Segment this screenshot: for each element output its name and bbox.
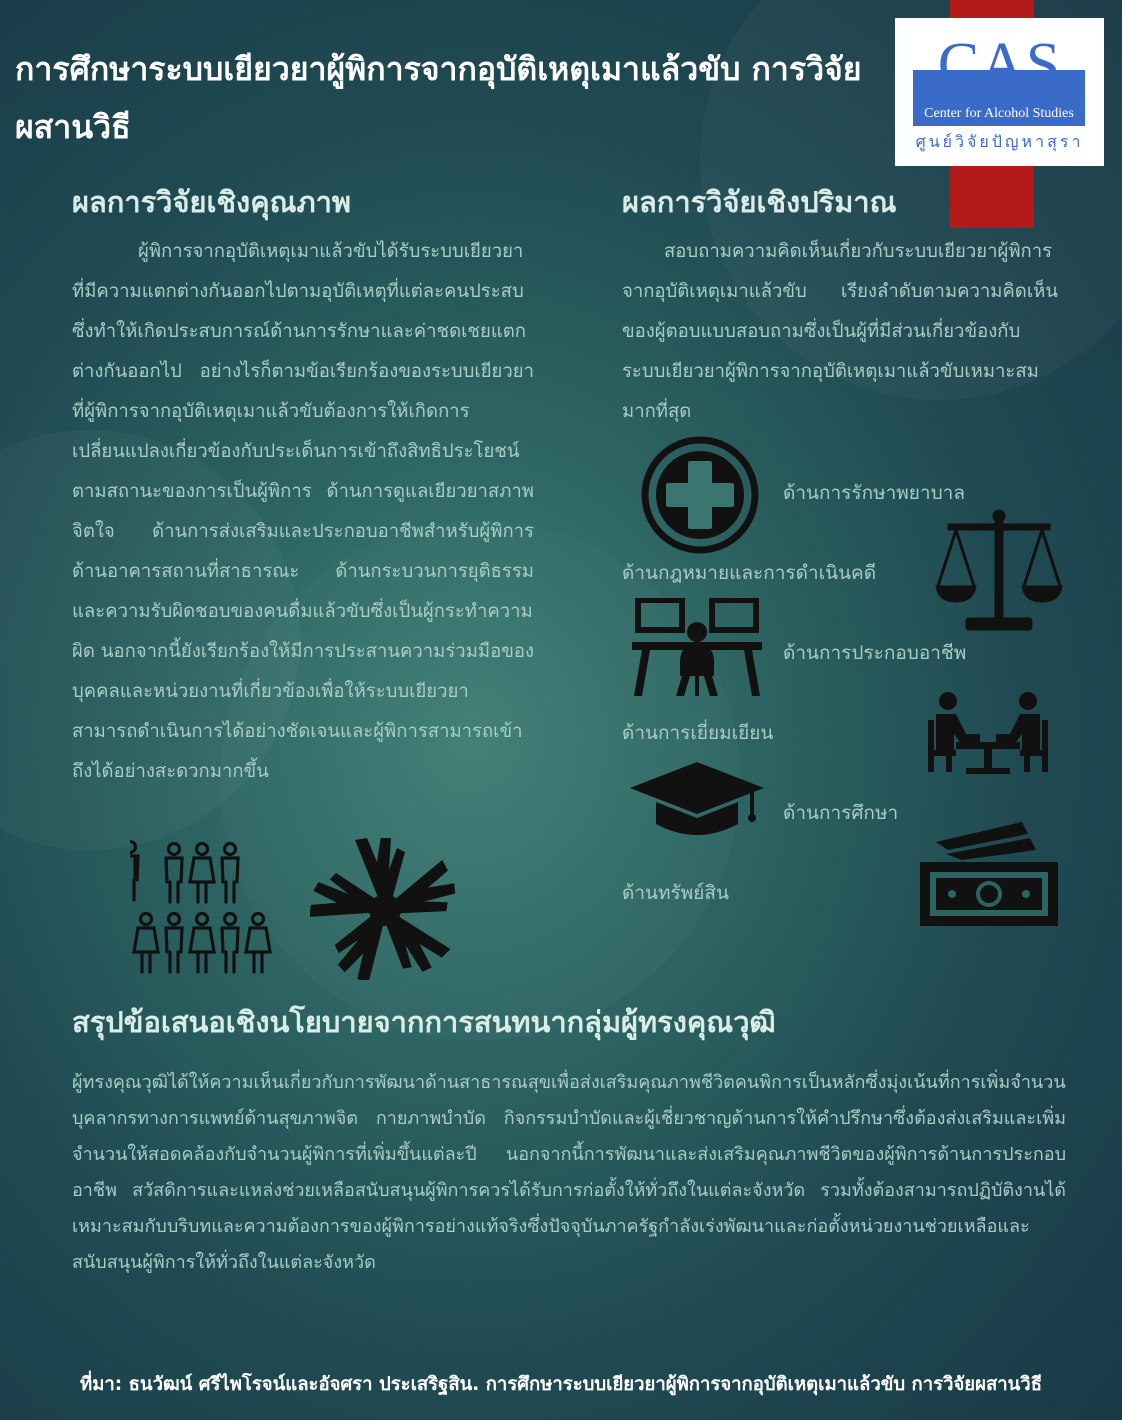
quant-item-label: ด้านการประกอบอาชีพ bbox=[783, 642, 967, 664]
workstation-icon bbox=[632, 598, 762, 698]
meeting-icon bbox=[926, 690, 1050, 776]
people-group-icon bbox=[130, 840, 275, 978]
source-citation: ที่มา: ธนวัฒน์ ศรีไพโรจน์และอัจศรา ประเสริฐสิน. การศึกษาระบบเยียวยาผู้พิการจากอุบัติเหตุเมาแล้วขับ การวิจัยผสานวิธี bbox=[80, 1374, 1042, 1395]
scales-of-justice-icon bbox=[934, 506, 1064, 636]
medical-cross-icon bbox=[640, 435, 760, 555]
qualitative-heading: ผลการวิจัยเชิงคุณภาพ bbox=[72, 185, 352, 219]
page-title: การศึกษาระบบเยียวยาผู้พิการจากอุบัติเหตุเมาแล้วขับ การวิจัยผสานวิธี bbox=[15, 50, 862, 146]
quant-item-label: ด้านการรักษาพยาบาล bbox=[783, 482, 965, 504]
logo-english-name: Center for Alcohol Studies bbox=[924, 106, 1074, 121]
quant-item-label: ด้านการเยี่ยมเยียน bbox=[622, 722, 774, 744]
quant-item-label: ด้านทรัพย์สิน bbox=[622, 882, 729, 904]
logo-thai-name: ศูนย์วิจัยปัญหาสุรา bbox=[915, 132, 1084, 151]
summary-body: ผู้ทรงคุณวุฒิได้ให้ความเห็นเกี่ยวกับการพัฒนาด้านสาธารณสุขเพื่อส่งเสริมคุณภาพชีวิตคนพิการเป็นหลักซึ่งมุ่งเน้นที่การเพิ่มจำนวนบุคลากรทางการแพทย์ด้านสุขภาพจิต กายภาพบำบัด กิจกรรมบำบัดและผู้เชี่ยวชาญด้านการให้คำปรึกษาซึ่งต้องส่งเสริมและเพิ่มจำนวนให้สอดคล้องกับจำนวนผู้พิการที่เพิ่มขึ้นแต่ละปี นอกจากนี้การพัฒนาและส่งเสริมคุณภาพชีวิตของผู้พิการด้านการประกอบอาชีพ สวัสดิการและแหล่งช่วยเหลือสนับสนุนผู้พิการควรได้รับการก่อตั้งให้ทั่วถึงในแต่ละจังหวัด รวมทั้งต้องสามารถปฏิบัติงานได้เหมาะสมกับบริบทและความต้องการของผู้พิการอย่างแท้จริงซึ่งปัจจุบันภาครัฐกำลังเร่งพัฒนาและก่อตั้งหน่วยงานช่วยเหลือและสนับสนุนผู้พิการให้ทั่วถึงในแต่ละจังหวัด bbox=[72, 1072, 1066, 1273]
logo-wordmark: CAS bbox=[937, 31, 1062, 99]
hands-together-icon bbox=[310, 838, 460, 980]
summary-heading: สรุปข้อเสนอเชิงนโยบายจากการสนทนากลุ่มผู้ทรงคุณวุฒิ bbox=[72, 1005, 776, 1039]
quantitative-heading: ผลการวิจัยเชิงปริมาณ bbox=[622, 185, 897, 219]
quant-item-label: ด้านการศึกษา bbox=[783, 802, 899, 824]
money-icon bbox=[918, 820, 1060, 928]
cas-logo bbox=[895, 18, 1104, 166]
quantitative-body: สอบถามความคิดเห็นเกี่ยวกับระบบเยียวยาผู้พิการจากอุบัติเหตุเมาแล้วขับ เรียงลำดับตามความคิดเห็นของผู้ตอบแบบสอบถามซึ่งเป็นผู้ที่มีส่วนเกี่ยวข้องกับระบบเยียวยาผู้พิการจากอุบัติเหตุเมาแล้วขับเหมาะสมมากที่สุด bbox=[622, 241, 1058, 422]
qualitative-body: ผู้พิการจากอุบัติเหตุเมาแล้วขับได้รับระบบเยียวยาที่มีความแตกต่างกันออกไปตามอุบัติเหตุที่แต่ละคนประสบซึ่งทำให้เกิดประสบการณ์ด้านการรักษาและค่าชดเชยแตกต่างกันออกไป อย่างไรก็ตามข้อเรียกร้องของระบบเยียวยาที่ผู้พิการจากอุบัติเหตุเมาแล้วขับต้องการให้เกิดการเปลี่ยนแปลงเกี่ยวข้องกับประเด็นการเข้าถึงสิทธิประโยชน์ตามสถานะของการเป็นผู้พิการ ด้านการดูแลเยียวยาสภาพจิตใจ ด้านการส่งเสริมและประกอบอาชีพสำหรับผู้พิการ ด้านอาคารสถานที่สาธารณะ ด้านกระบวนการยุติธรรมและความรับผิดชอบของคนดื่มแล้วขับซึ่งเป็นผู้กระทำความผิด นอกจากนี้ยังเรียกร้องให้มีการประสานความร่วมมือของบุคคลและหน่วยงานที่เกี่ยวข้องเพื่อให้ระบบเยียวยาสามารถดำเนินการได้อย่างชัดเจนและผู้พิการสามารถเข้าถึงได้อย่างสะดวกมากขึ้น bbox=[72, 241, 534, 782]
quant-item-label: ด้านกฎหมายและการดำเนินคดี bbox=[622, 562, 877, 584]
graduation-cap-icon bbox=[628, 760, 766, 840]
